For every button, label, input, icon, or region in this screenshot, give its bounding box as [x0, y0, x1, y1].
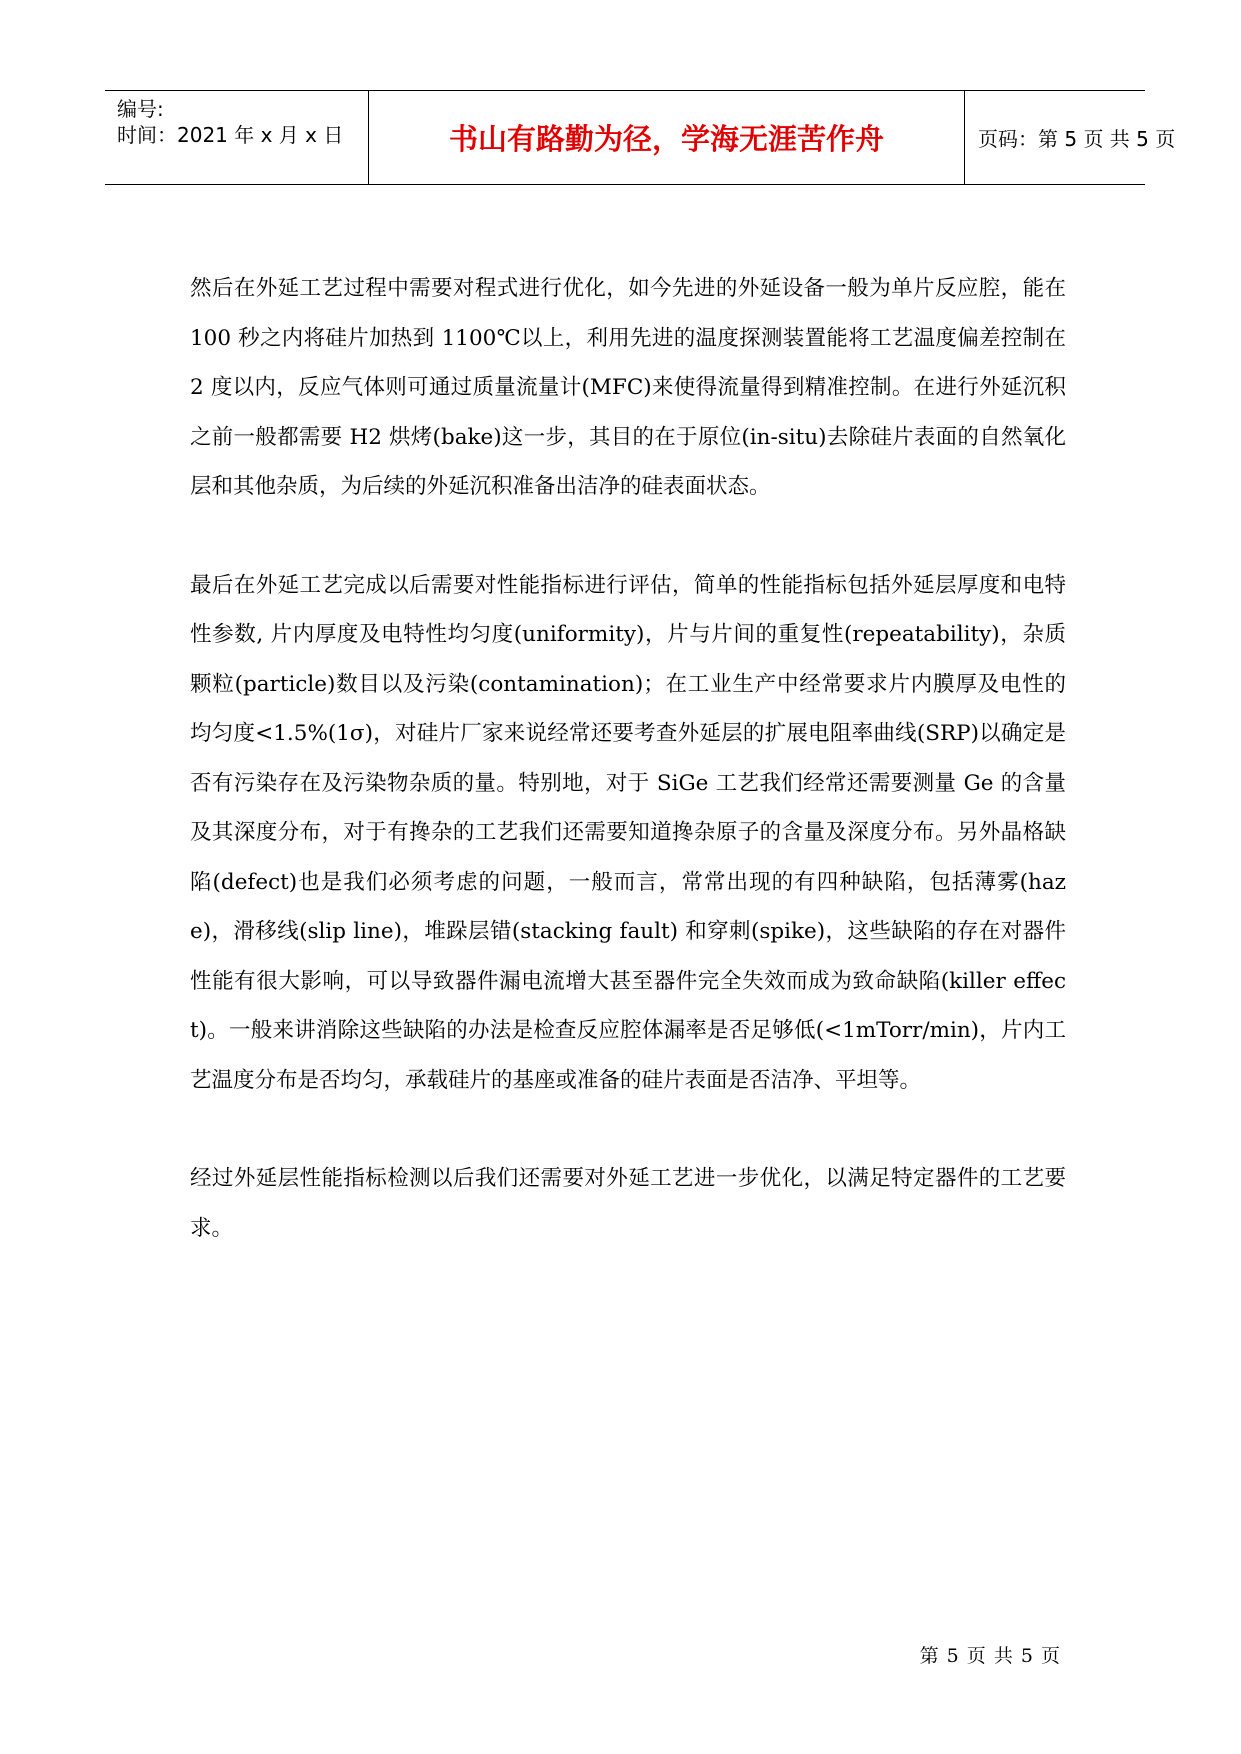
page-header	[105, 90, 1176, 185]
body-paragraph: 经过外延层性能指标检测以后我们还需要对外延工艺进一步优化，以满足特定器件的工艺要求。	[190, 1166, 1066, 1241]
header-page-info: 页码：第 5 页 共 5 页	[978, 127, 1176, 151]
page-footer: 第 5 页 共 5 页	[919, 1645, 1061, 1667]
header-motto: 书山有路勤为径，学海无涯苦作舟	[448, 122, 884, 156]
body-paragraph: 然后在外延工艺过程中需要对程式进行优化，如今先进的外延设备一般为单片反应腔，能在 100 秒之内将硅片加热到 1100℃以上，利用先进的温度探测装置能将工艺温度偏差控制在 2 度以内，反应气体则可通过质量流量计(MFC)来使得流量得到精准控制。在进行外延沉积之前一般都需要 H2 烘烤(bake)这一步，其目的在于原位(in-situ)去除硅片表面的自然氧化层和其他杂质，为后续的外延沉积准备出洁净的硅表面状态。	[190, 276, 1066, 499]
serial-number-label: 编号:	[117, 97, 164, 121]
header-meta-cell	[105, 91, 369, 184]
header-motto-cell	[369, 91, 965, 184]
document-body	[190, 264, 1066, 1302]
body-paragraph: 最后在外延工艺完成以后需要对性能指标进行评估，简单的性能指标包括外延层厚度和电特性参数, 片内厚度及电特性均匀度(uniformity)，片与片间的重复性(repeatability)，杂质颗粒(particle)数目以及污染(contamination)；在工业生产中经常要求片内膜厚及电性的均匀度<1.5%(1σ)，对硅片厂家来说经常还要考查外延层的扩展电阻率曲线(SRP)以确定是否有污染存在及污染物杂质的量。特别地，对于 SiGe 工艺我们经常还需要测量 Ge 的含量及其深度分布，对于有搀杂的工艺我们还需要知道搀杂原子的含量及深度分布。另外晶格缺陷(defect)也是我们必须考虑的问题，一般而言，常常出现的有四种缺陷，包括薄雾(haze)，滑移线(slip line)，堆跺层错(stacking fault) 和穿刺(spike)，这些缺陷的存在对器件性能有很大影响，可以导致器件漏电流增大甚至器件完全失效而成为致命缺陷(killer effect)。一般来讲消除这些缺陷的办法是检查反应腔体漏率是否足够低(<1mTorr/min)，片内工艺温度分布是否均匀，承载硅片的基座或准备的硅片表面是否洁净、平坦等。	[190, 572, 1066, 1093]
header-page-cell	[966, 91, 1176, 184]
time-label: 时间：2021 年 x 月 x 日	[117, 123, 344, 147]
